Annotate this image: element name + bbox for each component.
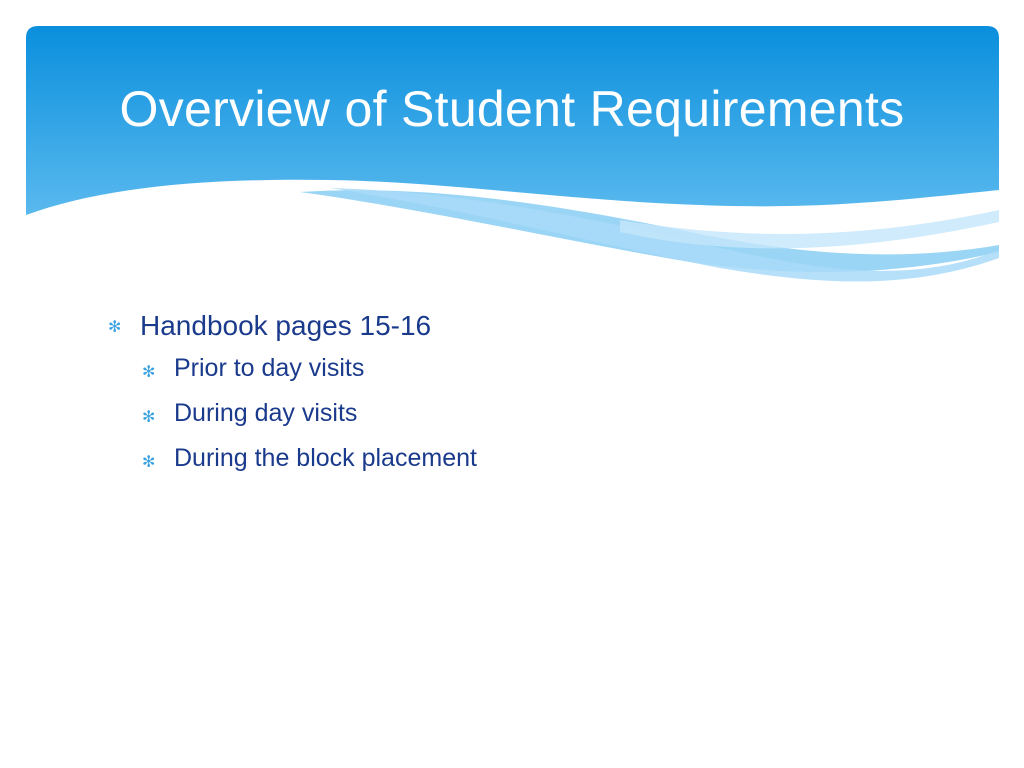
bullet-text: Handbook pages 15-16 [140, 310, 432, 341]
slide-title: Overview of Student Requirements [119, 81, 905, 137]
sub-bullet-text: During day visits [174, 399, 358, 427]
asterisk-bullet-icon: ✻ [142, 454, 156, 471]
sub-bullet-text: Prior to day visits [174, 354, 365, 382]
sub-bullet-item [108, 436, 968, 481]
asterisk-bullet-icon: ✻ [142, 364, 156, 381]
asterisk-bullet-icon: ✻ [142, 409, 156, 426]
bullet-list [108, 306, 968, 481]
asterisk-bullet-icon: ✻ [108, 319, 122, 336]
bullet-item [108, 306, 968, 346]
sub-bullet-text: During the block placement [174, 444, 477, 472]
sub-bullet-item [108, 391, 968, 436]
sub-bullet-item [108, 346, 968, 391]
header-wave-banner [0, 0, 1024, 300]
